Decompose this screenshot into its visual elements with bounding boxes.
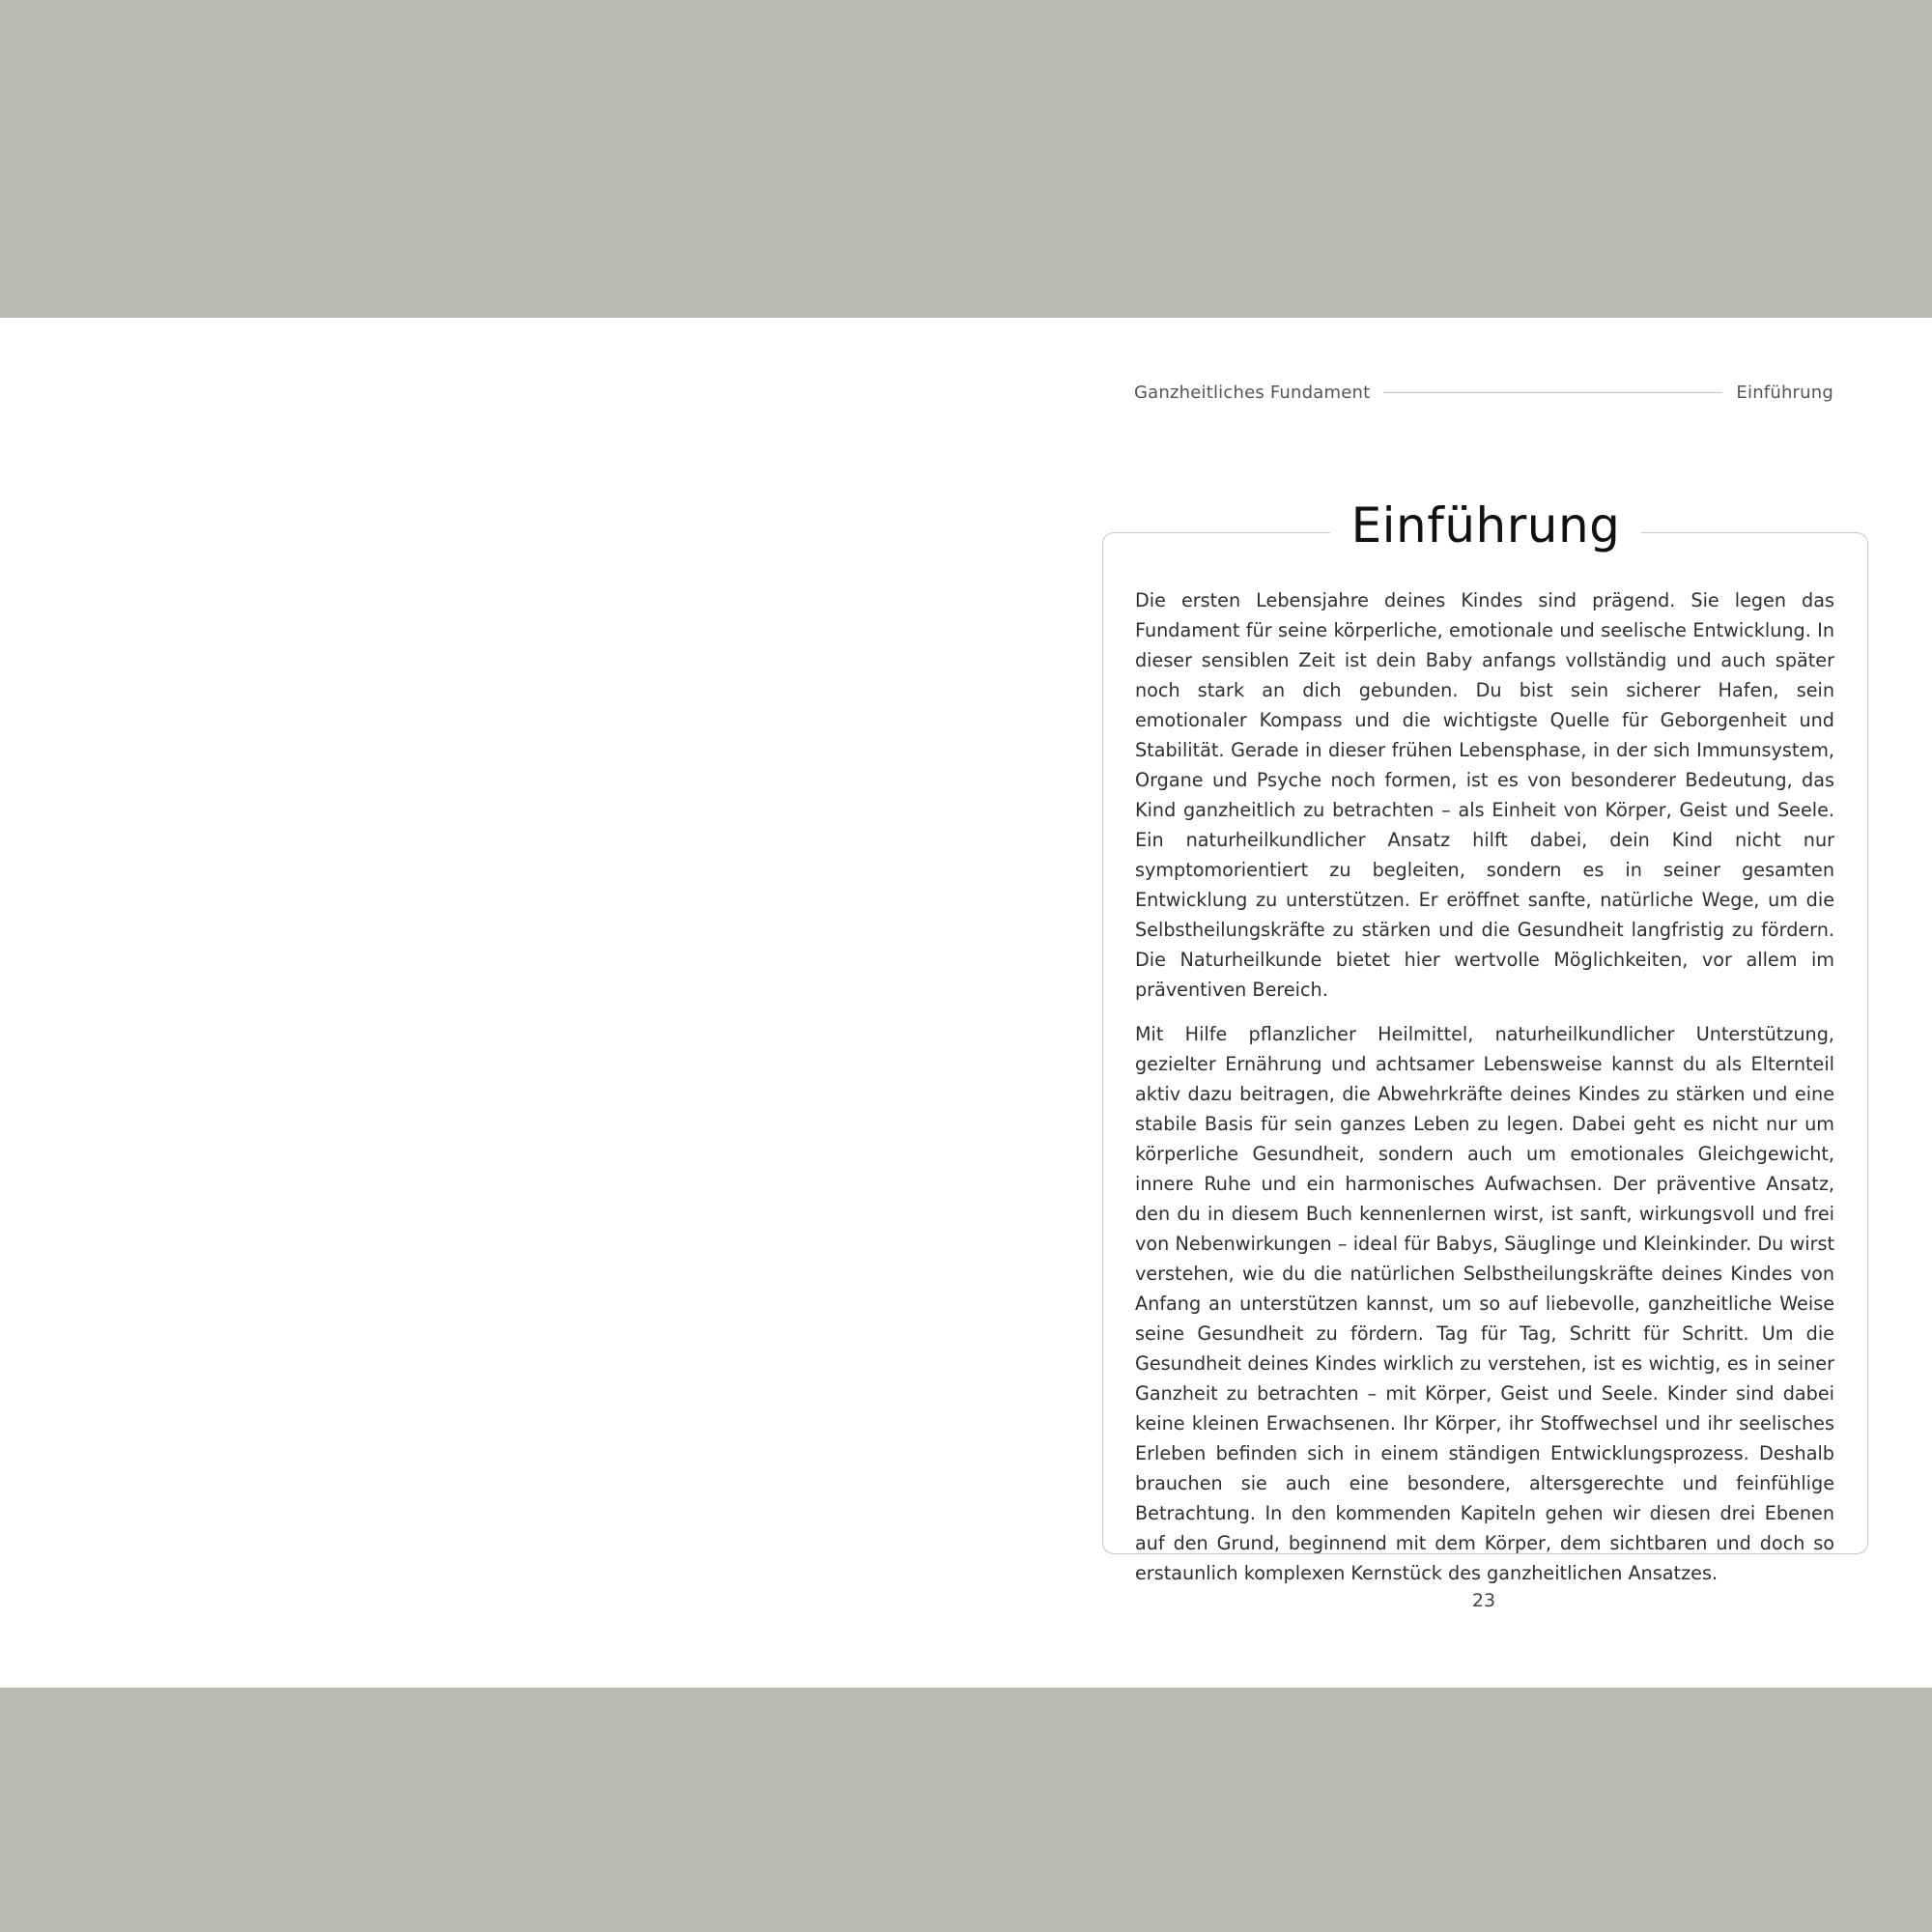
running-header-section: Einführung: [1736, 382, 1833, 403]
running-header: [1134, 378, 1833, 407]
left-page-blank: [0, 318, 966, 1688]
paragraph-2: Mit Hilfe pflanzlicher Heilmittel, naturheilkundlicher Unterstützung, gezielter Ernährung und achtsamer Lebensweise kannst du als Elternteil aktiv dazu beitragen, die Abwehrkräfte deines Kindes zu stärken und eine stabile Basis für sein ganzes Leben zu legen. Dabei geht es nicht nur um körperliche Gesundheit, sondern auch um emotionales Gleichgewicht, innere Ruhe und ein harmonisches Aufwachsen. Der präventive Ansatz, den du in diesem Buch kennenlernen wirst, ist sanft, wirkungsvoll und frei von Nebenwirkungen – ideal für Babys, Säuglinge und Kleinkinder. Du wirst verstehen, wie du die natürlichen Selbstheilungskräfte deines Kindes von Anfang an unterstützen kannst, um so auf liebevolle, ganzheitliche Weise seine Gesundheit zu fördern. Tag für Tag, Schritt für Schritt. Um die Gesundheit deines Kindes wirklich zu verstehen, ist es wichtig, es in seiner Ganzheit zu betrachten – mit Körper, Geist und Seele. Kinder sind dabei keine kleinen Erwachsenen. Ihr Körper, ihr Stoffwechsel und ihr seelisches Erleben befinden sich in einem ständigen Entwicklungsprozess. Deshalb brauchen sie auch eine besondere, altersgerechte und feinfühlige Betrachtung. In den kommenden Kapiteln gehen wir diesen drei Ebenen auf den Grund, beginnend mit dem Körper, dem sichtbaren und doch so erstaunlich komplexen Kernstück des ganzheitlichen Ansatzes.: [1135, 1023, 1834, 1584]
running-header-chapter: Ganzheitliches Fundament: [1134, 382, 1371, 403]
right-page: [966, 318, 1932, 1688]
body-text: [1135, 585, 1834, 1603]
book-spread: [0, 318, 1932, 1688]
paragraph-1: Die ersten Lebensjahre deines Kindes sind prägend. Sie legen das Fundament für seine körperliche, emotionale und seelische Entwicklung. In dieser sensiblen Zeit ist dein Baby anfangs vollständig und auch später noch stark an dich gebunden. Du bist sein sicherer Hafen, sein emotionaler Kompass und die wichtigste Quelle für Geborgenheit und Stabilität. Gerade in dieser frühen Lebensphase, in der sich Immunsystem, Organe und Psyche noch formen, ist es von besonderer Bedeutung, das Kind ganzheitlich zu betrachten – als Einheit von Körper, Geist und Seele. Ein naturheilkundlicher Ansatz hilft dabei, dein Kind nicht nur symptomorientiert zu begleiten, sondern es in seiner gesamten Entwicklung zu unterstützen. Er eröffnet sanfte, natürliche Wege, um die Selbstheilungskräfte zu stärken und die Gesundheit langfristig zu fördern. Die Naturheilkunde bietet hier wertvolle Möglichkeiten, vor allem im präventiven Bereich.: [1135, 589, 1834, 1001]
running-header-divider: [1383, 392, 1722, 393]
section-title: [966, 492, 1932, 559]
page-number: 23: [1471, 1590, 1496, 1611]
section-title-text: Einführung: [1330, 492, 1642, 559]
